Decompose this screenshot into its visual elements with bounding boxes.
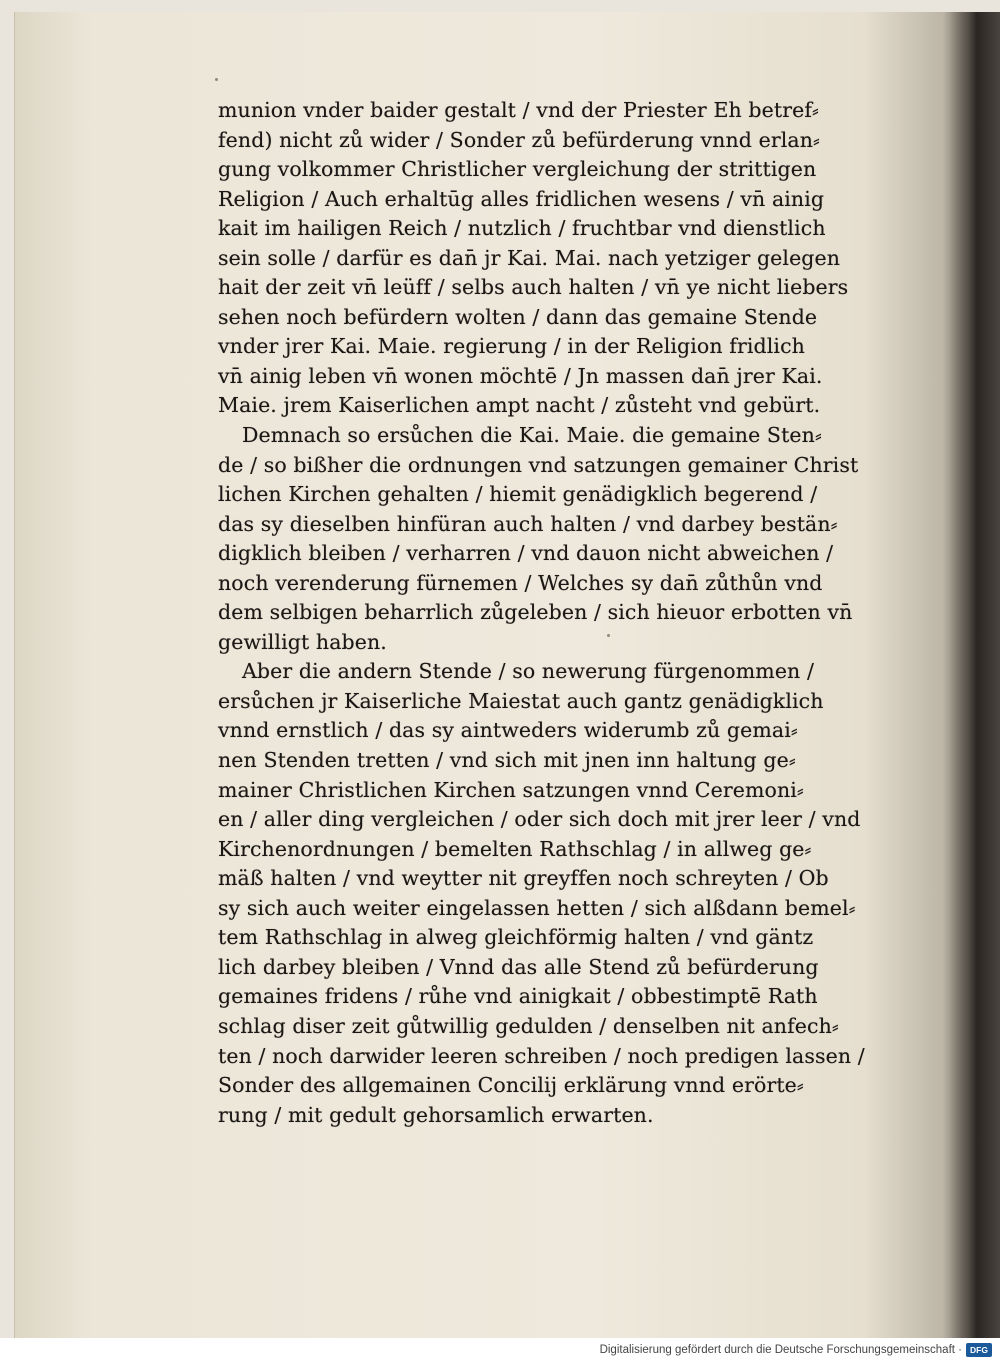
- text-line: rung / mit gedult gehorsamlich erwarten.: [218, 1102, 654, 1127]
- text-line: mainer Christlichen Kirchen satzungen vnnd Ceremoni⸗: [218, 777, 804, 802]
- text-line: Demnach so ersůchen die Kai. Maie. die gemaine Sten⸗: [242, 423, 822, 448]
- text-line: lich darbey bleiben / Vnnd das alle Stend zů befürderung: [218, 954, 819, 979]
- text-line: munion vnder baider gestalt / vnd der Priester Eh betref⸗: [218, 98, 819, 122]
- text-line: das sy dieselben hinfüran auch halten / vnd darbey bestän⸗: [218, 511, 838, 536]
- text-line: kait im hailigen Reich / nutzlich / fruchtbar vnd dienstlich: [218, 216, 826, 241]
- paper-speck: [215, 78, 218, 81]
- text-line: sehen noch befürdern wolten / dann das gemaine Stende: [218, 304, 818, 329]
- text-line: ten / noch darwider leeren schreiben / noch predigen lassen /: [218, 1043, 865, 1068]
- text-line: digklich bleiben / verharren / vnd dauon nicht abweichen /: [218, 541, 834, 566]
- text-line: tem Rathschlag in alweg gleichförmig halten / vnd gäntz: [218, 925, 814, 950]
- page-text: [218, 96, 888, 1130]
- binding-shadow: [943, 12, 979, 1338]
- footer-bar: [0, 1338, 1000, 1363]
- text-line: sein solle / darfür es dan̄ jr Kai. Mai. nach yetziger gelegen: [218, 245, 841, 270]
- text-line: schlag diser zeit gůtwillig gedulden / denselben nit anfech⸗: [218, 1013, 839, 1038]
- text-line: fend) nicht zů wider / Sonder zů befürderung vnnd erlan⸗: [218, 127, 820, 152]
- text-line: vn̄ ainig leben vn̄ wonen möchtē / Jn massen dan̄ jrer Kai.: [218, 363, 823, 388]
- text-line: Maie. jrem Kaiserlichen ampt nacht / zůsteht vnd gebürt.: [218, 393, 821, 418]
- text-line: Sonder des allgemainen Concilij erklärung vnnd erörte⸗: [218, 1073, 804, 1098]
- text-line: noch verenderung fürnemen / Welches sy dan̄ zůthůn vnd: [218, 570, 823, 595]
- text-line: gemaines fridens / růhe vnd ainigkait / obbestimptē Rath: [218, 984, 818, 1009]
- text-line: lichen Kirchen gehalten / hiemit genädigklich begerend /: [218, 482, 818, 507]
- text-line: de / so bißher die ordnungen vnd satzungen gemainer Christ: [218, 452, 859, 477]
- text-line: Aber die andern Stende / so newerung fürgenommen /: [242, 659, 814, 684]
- text-line: gewilligt haben.: [218, 629, 387, 654]
- text-line: mäß halten / vnd weytter nit greyffen noch schreyten / Ob: [218, 866, 829, 891]
- text-line: vnnd ernstlich / das sy aintweders widerumb zů gemai⸗: [218, 718, 798, 743]
- book-edge: [978, 12, 1000, 1338]
- funding-credit: Digitalisierung gefördert durch die Deutsche Forschungsgemeinschaft ·: [599, 1344, 962, 1356]
- text-line: sy sich auch weiter eingelassen hetten / sich alßdann bemel⸗: [218, 895, 856, 920]
- text-line: dem selbigen beharrlich zůgeleben / sich hieuor erbotten vn̄: [218, 600, 853, 625]
- text-line: ersůchen jr Kaiserliche Maiestat auch gantz genädigklich: [218, 688, 824, 713]
- text-line: hait der zeit vn̄ leüff / selbs auch halten / vn̄ ye nicht liebers: [218, 275, 849, 300]
- text-line: vnder jrer Kai. Maie. regierung / in der Religion fridlich: [218, 334, 805, 359]
- text-line: Kirchenordnungen / bemelten Rathschlag / in allweg ge⸗: [218, 836, 812, 861]
- dfg-logo: DFG: [966, 1343, 992, 1357]
- text-line: gung volkommer Christlicher vergleichung der strittigen: [218, 157, 817, 182]
- text-line: en / aller ding vergleichen / oder sich doch mit jrer leer / vnd: [218, 807, 861, 832]
- text-line: Religion / Auch erhaltūg alles fridlichen wesens / vn̄ ainig: [218, 186, 825, 211]
- text-line: nen Stenden tretten / vnd sich mit jnen inn haltung ge⸗: [218, 748, 796, 773]
